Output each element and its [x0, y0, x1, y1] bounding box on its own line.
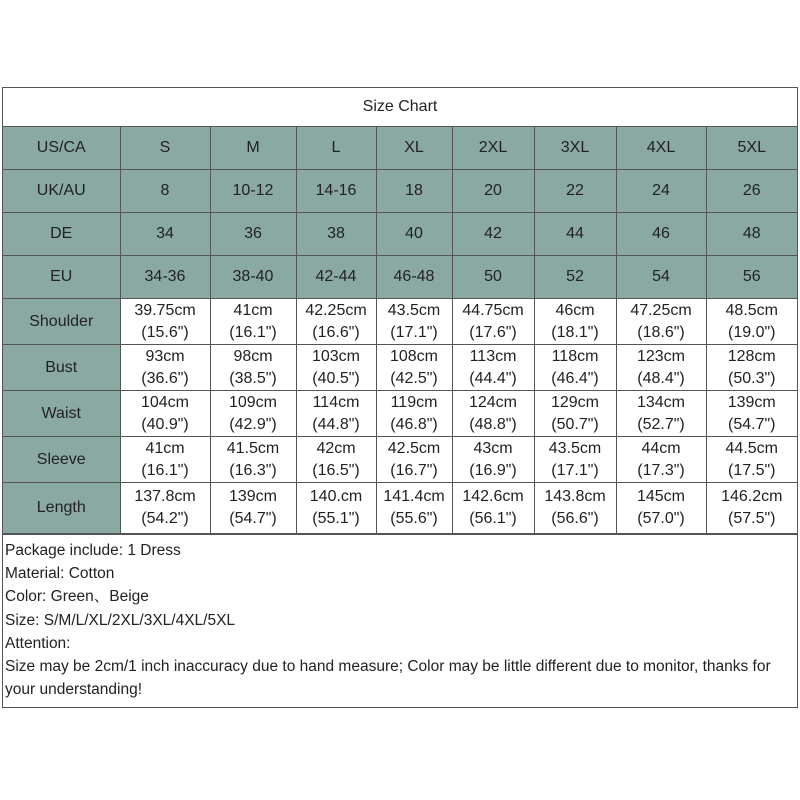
measurement-cm: 109cm — [228, 393, 278, 411]
size-value-cell: 24 — [616, 170, 706, 213]
measurement-cm: 137.8cm — [134, 488, 196, 505]
measurement-label: Bust — [3, 345, 120, 391]
measurement-inch: (16.1") — [229, 323, 277, 341]
size-value-cell: 56 — [706, 256, 797, 299]
measurement-inch: (48.8") — [469, 415, 517, 433]
size-value-cell: 38-40 — [210, 256, 296, 299]
size-value-cell: M — [210, 127, 296, 170]
measurement-cm: 39.75cm — [134, 301, 196, 319]
size-value-cell: 26 — [706, 170, 797, 213]
measurement-cm: 41.5cm — [226, 439, 280, 457]
measurement-cell — [616, 391, 706, 437]
size-value-cell: 3XL — [534, 127, 616, 170]
measurement-inch: (56.6") — [551, 510, 599, 527]
size-value-cell: 20 — [452, 170, 534, 213]
measurement-cell — [534, 391, 616, 437]
measurement-inch: (17.5") — [728, 461, 776, 479]
size-value-cell: S — [120, 127, 210, 170]
measurement-inch: (16.7") — [390, 461, 438, 479]
measurement-inch: (55.6") — [390, 510, 438, 527]
measurement-row — [3, 391, 797, 437]
measurement-inch: (36.6") — [141, 369, 189, 387]
measurement-cell — [616, 483, 706, 534]
measurement-inch: (50.7") — [551, 415, 599, 433]
measurement-inch: (54.7") — [728, 415, 776, 433]
size-value-cell: 4XL — [616, 127, 706, 170]
measurement-cell — [296, 483, 376, 534]
measurement-inch: (19.0") — [728, 323, 776, 341]
measurement-cm: 142.6cm — [462, 488, 524, 505]
measurement-cell — [210, 299, 296, 345]
measurement-inch: (17.1") — [551, 461, 599, 479]
measurement-label: Shoulder — [3, 299, 120, 345]
size-value-cell: 2XL — [452, 127, 534, 170]
measurement-inch: (55.1") — [312, 510, 360, 527]
size-system-row — [3, 213, 797, 256]
measurement-inch: (16.1") — [141, 461, 189, 479]
size-value-cell: 38 — [296, 213, 376, 256]
size-system-label: DE — [3, 213, 120, 256]
size-value-cell: 46 — [616, 213, 706, 256]
measurement-cm: 41cm — [145, 439, 185, 457]
measurement-cm: 103cm — [311, 347, 361, 365]
measurement-cell — [376, 391, 452, 437]
measurement-label: Waist — [3, 391, 120, 437]
size-system-row — [3, 127, 797, 170]
measurement-cm: 104cm — [140, 393, 190, 411]
size-value-cell: 5XL — [706, 127, 797, 170]
measurement-cell — [376, 483, 452, 534]
measurement-cell — [706, 391, 797, 437]
size-value-cell: 46-48 — [376, 256, 452, 299]
measurement-inch: (16.6") — [312, 323, 360, 341]
measurement-inch: (54.7") — [229, 510, 277, 527]
measurement-cm: 128cm — [727, 347, 776, 365]
measurement-inch: (46.4") — [551, 369, 599, 387]
measurement-inch: (44.4") — [469, 369, 517, 387]
measurement-cm: 43.5cm — [387, 301, 441, 319]
measurement-cm: 113cm — [469, 347, 517, 365]
size-value-cell: 44 — [534, 213, 616, 256]
measurement-cm: 114cm — [312, 393, 360, 411]
note-line: Material: Cotton — [5, 565, 115, 583]
measurement-cm: 44.5cm — [725, 439, 778, 457]
measurement-label: Length — [3, 483, 120, 534]
measurement-label: Sleeve — [3, 437, 120, 483]
size-value-cell: 22 — [534, 170, 616, 213]
measurement-cell — [120, 299, 210, 345]
measurement-cell — [120, 437, 210, 483]
measurement-cell — [706, 483, 797, 534]
measurement-cell — [616, 437, 706, 483]
measurement-inch: (46.8") — [390, 415, 438, 433]
measurement-inch: (17.6") — [469, 323, 517, 341]
size-value-cell: 42-44 — [296, 256, 376, 299]
size-system-row — [3, 256, 797, 299]
measurement-cell — [376, 299, 452, 345]
size-value-cell: L — [296, 127, 376, 170]
measurement-cell — [452, 299, 534, 345]
measurement-cm: 145cm — [636, 488, 686, 505]
measurement-cm: 98cm — [233, 347, 273, 365]
measurement-inch: (42.5") — [390, 369, 438, 387]
measurement-cm: 47.25cm — [630, 301, 692, 319]
measurement-cm: 41cm — [233, 301, 273, 319]
size-value-cell: 36 — [210, 213, 296, 256]
measurement-cell — [534, 437, 616, 483]
measurement-cm: 140.cm — [309, 488, 363, 505]
measurement-cell — [706, 299, 797, 345]
measurement-cell — [452, 391, 534, 437]
measurement-cm: 139cm — [727, 393, 776, 411]
size-system-row — [3, 170, 797, 213]
size-value-cell: 18 — [376, 170, 452, 213]
size-value-cell: 8 — [120, 170, 210, 213]
measurement-cell — [452, 345, 534, 391]
measurement-cell — [534, 483, 616, 534]
size-value-cell: XL — [376, 127, 452, 170]
size-value-cell: 50 — [452, 256, 534, 299]
measurement-cm: 139cm — [228, 488, 278, 505]
measurement-cm: 43.5cm — [548, 439, 602, 457]
measurement-row — [3, 345, 797, 391]
measurement-cell — [616, 345, 706, 391]
measurement-inch: (56.1") — [469, 510, 517, 527]
measurement-inch: (16.9") — [469, 461, 517, 479]
measurement-inch: (18.6") — [637, 323, 685, 341]
measurement-cm: 93cm — [145, 347, 185, 365]
note-line: Attention: — [5, 634, 71, 652]
size-value-cell: 52 — [534, 256, 616, 299]
measurement-cm: 124cm — [468, 393, 518, 411]
size-value-cell: 42 — [452, 213, 534, 256]
note-line: Package include: 1 Dress — [5, 542, 181, 559]
measurement-cm: 118cm — [551, 347, 599, 365]
size-value-cell: 34 — [120, 213, 210, 256]
measurement-cell — [296, 345, 376, 391]
measurement-inch: (17.3") — [637, 461, 685, 479]
measurement-cm: 48.5cm — [725, 301, 778, 319]
measurement-cm: 43cm — [473, 439, 513, 457]
measurement-inch: (18.1") — [551, 323, 599, 341]
measurement-inch: (50.3") — [728, 369, 776, 387]
measurement-inch: (54.2") — [141, 510, 189, 527]
measurement-inch: (15.6") — [141, 323, 189, 341]
measurement-cm: 134cm — [636, 393, 686, 411]
measurement-cm: 42cm — [316, 439, 356, 457]
size-value-cell: 54 — [616, 256, 706, 299]
measurement-cell — [376, 437, 452, 483]
size-system-label: UK/AU — [3, 170, 120, 213]
measurement-cell — [534, 345, 616, 391]
measurement-cell — [296, 299, 376, 345]
measurement-cell — [210, 391, 296, 437]
size-value-cell: 34-36 — [120, 256, 210, 299]
measurement-inch: (42.9") — [229, 415, 277, 433]
size-value-cell: 40 — [376, 213, 452, 256]
size-value-cell: 10-12 — [210, 170, 296, 213]
measurement-cm: 129cm — [550, 393, 600, 411]
measurement-inch: (48.4") — [637, 369, 685, 387]
measurement-cm: 42.25cm — [305, 301, 367, 319]
measurement-cell — [120, 391, 210, 437]
note-line: Color: Green、Beige — [5, 588, 149, 606]
measurement-cell — [452, 437, 534, 483]
measurement-cm: 42.5cm — [387, 439, 441, 457]
measurement-inch: (57.5") — [728, 510, 776, 527]
measurement-cell — [706, 437, 797, 483]
measurement-cell — [616, 299, 706, 345]
measurement-cm: 143.8cm — [544, 488, 606, 505]
measurement-cell — [210, 483, 296, 534]
size-value-cell: 48 — [706, 213, 797, 256]
measurement-inch: (17.1") — [390, 323, 438, 341]
measurement-cell — [452, 483, 534, 534]
measurement-row — [3, 437, 797, 483]
size-table — [3, 127, 797, 534]
measurement-row — [3, 483, 797, 534]
note-line: Size may be 2cm/1 inch inaccuracy due to hand measure; Color may be little different due to monitor, thanks for your understanding! — [5, 658, 771, 699]
measurement-cm: 146.2cm — [721, 488, 783, 505]
measurement-cell — [706, 345, 797, 391]
measurement-cm: 108cm — [389, 347, 439, 365]
measurement-inch: (57.0") — [637, 510, 685, 527]
measurement-cm: 141.4cm — [383, 488, 445, 505]
size-system-label: EU — [3, 256, 120, 299]
measurement-cm: 119cm — [390, 393, 438, 411]
measurement-cell — [376, 345, 452, 391]
measurement-cell — [120, 483, 210, 534]
size-value-cell: 14-16 — [296, 170, 376, 213]
product-notes — [3, 534, 797, 707]
measurement-inch: (16.5") — [312, 461, 360, 479]
measurement-cell — [210, 437, 296, 483]
measurement-cm: 46cm — [555, 301, 595, 319]
measurement-inch: (40.9") — [141, 415, 189, 433]
note-line: Size: S/M/L/XL/2XL/3XL/4XL/5XL — [5, 611, 236, 629]
measurement-cell — [296, 437, 376, 483]
measurement-inch: (38.5") — [229, 369, 277, 387]
measurement-inch: (40.5") — [312, 369, 360, 387]
measurement-cell — [534, 299, 616, 345]
size-system-label: US/CA — [3, 127, 120, 170]
measurement-inch: (52.7") — [637, 415, 685, 433]
measurement-row — [3, 299, 797, 345]
measurement-cm: 44cm — [641, 439, 681, 457]
measurement-inch: (16.3") — [229, 461, 277, 479]
measurement-cm: 44.75cm — [462, 301, 524, 319]
measurement-cm: 123cm — [636, 347, 686, 365]
measurement-cell — [296, 391, 376, 437]
measurement-cell — [210, 345, 296, 391]
size-chart — [2, 87, 798, 708]
chart-title: Size Chart — [3, 88, 797, 127]
measurement-cell — [120, 345, 210, 391]
measurement-inch: (44.8") — [312, 415, 360, 433]
